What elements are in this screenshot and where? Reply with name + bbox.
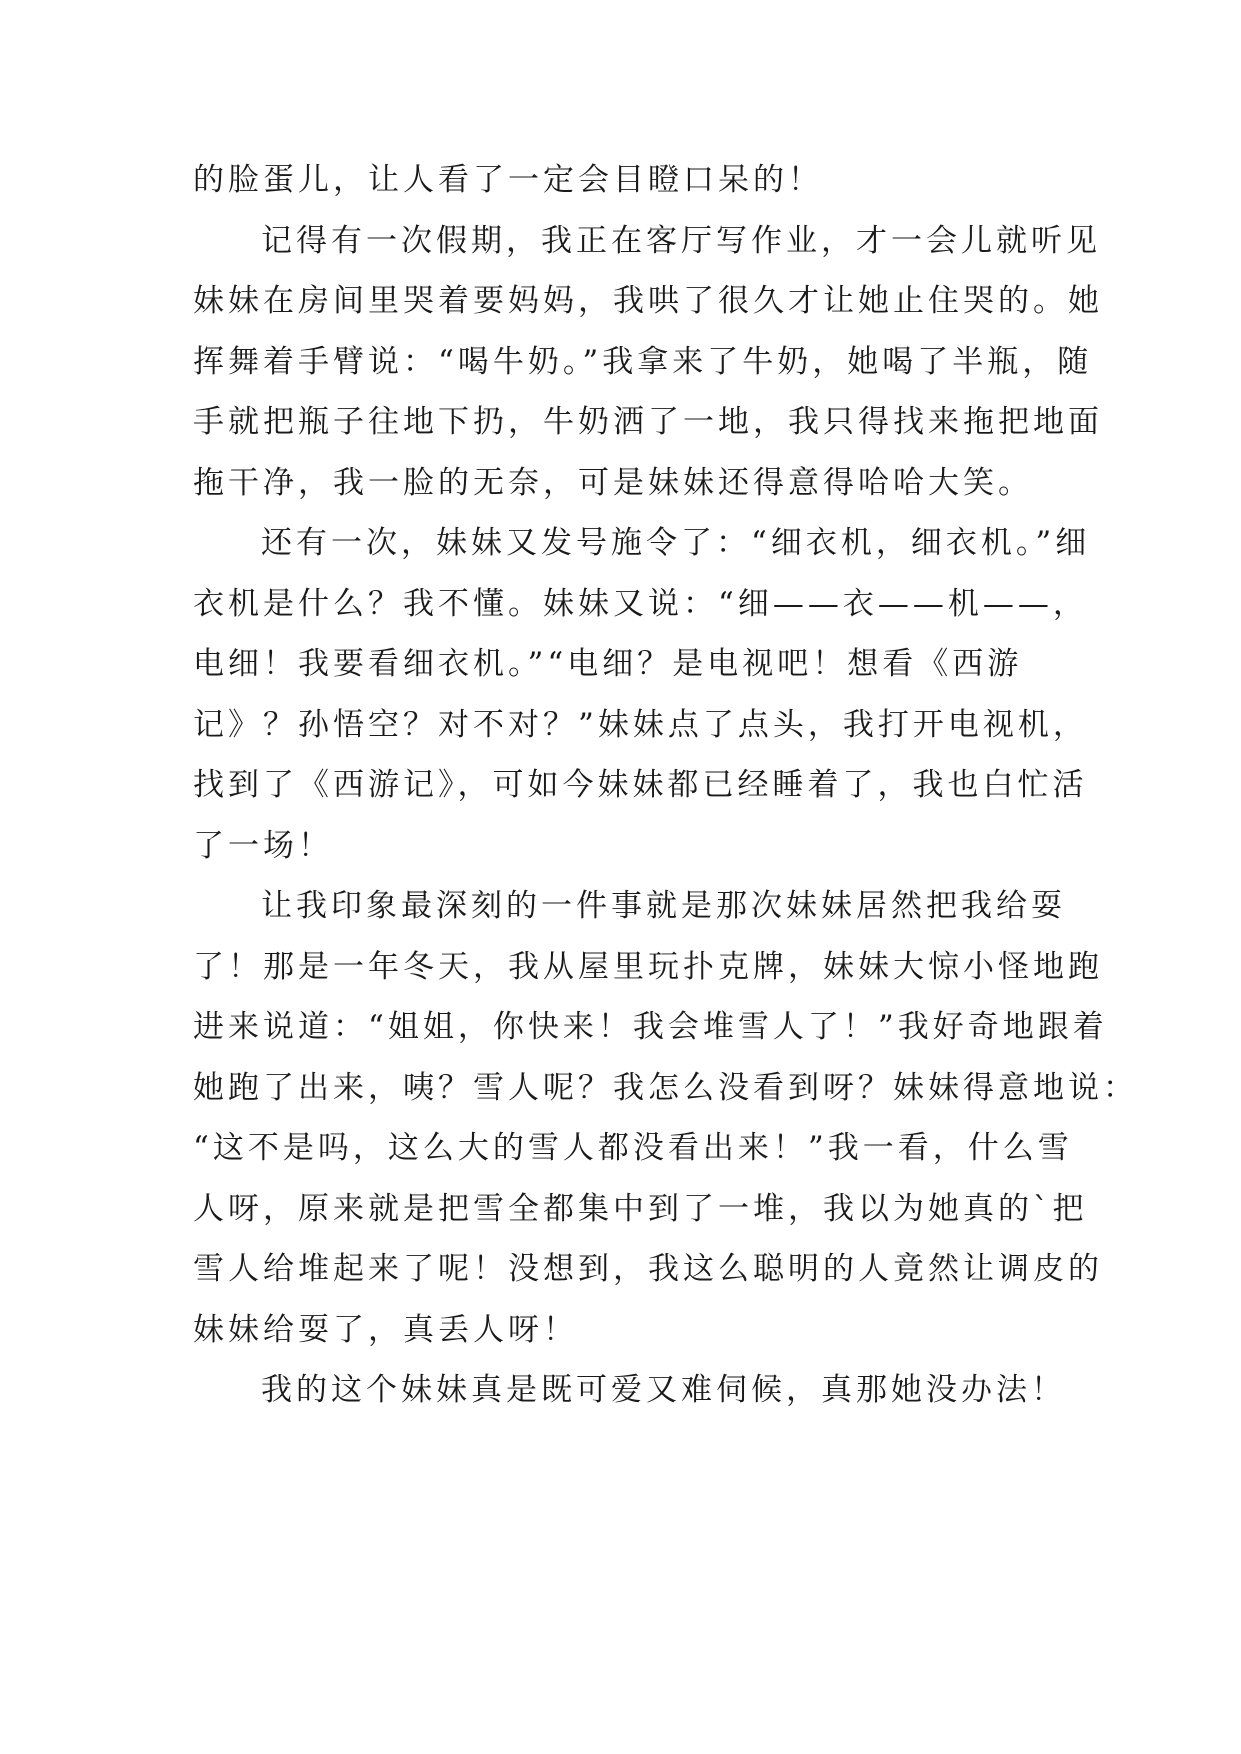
- text-line: 拖干净，我一脸的无奈，可是妹妹还得意得哈哈大笑。: [193, 464, 1033, 501]
- text-line: 人呀，原来就是把雪全都集中到了一堆，我以为她真的`把: [193, 1190, 1088, 1227]
- text-line: 还有一次，妹妹又发号施令了：“细衣机，细衣机。”细: [261, 525, 1091, 561]
- text-line: 电细！我要看细衣机。”“电细？是电视吧！想看《西游: [193, 646, 1023, 682]
- text-line: 我的这个妹妹真是既可爱又难伺候，真那她没办法！: [261, 1372, 1066, 1408]
- essay-body: [193, 150, 1138, 1421]
- text-line: 进来说道：“姐姐，你快来！我会堆雪人了！”我好奇地跟着: [193, 1009, 1108, 1045]
- text-line: 雪人给堆起来了呢！没想到，我这么聪明的人竟然让调皮的: [193, 1251, 1103, 1287]
- text-line: 手就把瓶子往地下扔，牛奶洒了一地，我只得找来拖把地面: [193, 404, 1103, 440]
- text-line: “这不是吗，这么大的雪人都没看出来！”我一看，什么雪: [193, 1130, 1073, 1166]
- text-line: 让我印象最深刻的一件事就是那次妹妹居然把我给耍: [261, 888, 1066, 924]
- text-line: 了！那是一年冬天，我从屋里玩扑克牌，妹妹大惊小怪地跑: [193, 948, 1103, 985]
- text-line: 妹妹给耍了，真丢人呀！: [193, 1311, 578, 1348]
- text-line: 她跑了出来，咦？雪人呢？我怎么没看到呀？妹妹得意地说：: [193, 1069, 1138, 1106]
- text-line: 的脸蛋儿，让人看了一定会目瞪口呆的！: [193, 162, 823, 198]
- text-line: 记》？孙悟空？对不对？”妹妹点了点头，我打开电视机，: [193, 706, 1088, 743]
- text-line: 找到了《西游记》，可如今妹妹都已经睡着了，我也白忙活: [193, 767, 1088, 803]
- text-line: 妹妹在房间里哭着要妈妈，我哄了很久才让她止住哭的。她: [193, 283, 1103, 319]
- text-line: 挥舞着手臂说：“喝牛奶。”我拿来了牛奶，她喝了半瓶，随: [193, 343, 1093, 380]
- text-line: 记得有一次假期，我正在客厅写作业，才一会儿就听见: [261, 222, 1101, 259]
- text-line: 衣机是什么？我不懂。妹妹又说：“细——衣——机——，: [193, 585, 1088, 622]
- text-line: 了一场！: [193, 827, 333, 864]
